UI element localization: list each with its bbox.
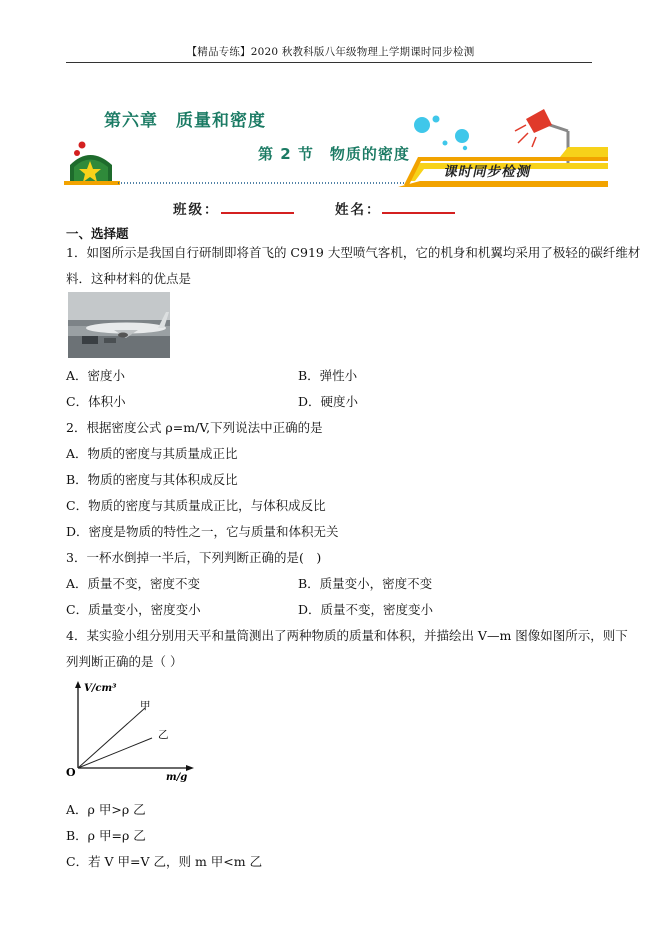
q1-stem-line1: 1．如图所示是我国自行研制即将首飞的 C919 大型喷气客机，它的机身和机翼均采用了极轻的碳纤维材: [66, 245, 641, 260]
name-label: 姓名：: [335, 202, 382, 218]
q2-option-d[interactable]: D．密度是物质的特性之一，它与质量和体积无关: [66, 524, 339, 539]
q4-option-a[interactable]: A．ρ 甲>ρ 乙: [66, 802, 146, 817]
v-m-graph: [60, 678, 200, 786]
q2-option-c[interactable]: C．物质的密度与其质量成正比，与体积成反比: [66, 498, 326, 513]
q1-option-a[interactable]: A．密度小: [66, 368, 126, 383]
x-axis-arrow-icon: [186, 765, 194, 771]
q4-option-c[interactable]: C．若 V 甲=V 乙，则 m 甲<m 乙: [66, 854, 263, 869]
page-header: 【精品专练】2020 秋教科版八年级物理上学期课时同步检测: [186, 46, 475, 58]
airplane-photo: [68, 292, 170, 358]
q3-option-b[interactable]: B．质量变小，密度不变: [298, 576, 433, 591]
line-yi-label: 乙: [158, 729, 169, 741]
class-label: 班级：: [173, 202, 220, 218]
q1-stem-line2: 料．这种材料的优点是: [66, 271, 192, 286]
desk-lamp-icon: [515, 109, 568, 163]
chapter-title: 第六章 质量和密度: [104, 111, 266, 131]
q2-option-b[interactable]: B．物质的密度与其体积成反比: [66, 472, 238, 487]
name-blank[interactable]: [382, 212, 455, 214]
section-heading: 一、选择题: [66, 226, 129, 241]
line-jia-label: 甲: [140, 700, 151, 712]
q3-stem: 3．一杯水倒掉一半后，下列判断正确的是( ): [66, 550, 322, 565]
banner-label: 课时同步检测: [442, 164, 533, 180]
header-rule: [66, 62, 592, 63]
q1-option-b[interactable]: B．弹性小: [298, 368, 358, 383]
star-badge-icon: [64, 142, 120, 186]
origin-label: O: [66, 766, 76, 779]
q4-stem-line1: 4．某实验小组分别用天平和量筒测出了两种物质的质量和体积，并描绘出 V—m 图像如图所示，则下: [66, 628, 628, 643]
q3-option-a[interactable]: A．质量不变，密度不变: [66, 576, 201, 591]
q2-stem: 2．根据密度公式 ρ=m/V,下列说法中正确的是: [66, 420, 323, 435]
line-jia: [78, 708, 145, 768]
bubbles-icon: [414, 116, 469, 151]
x-axis-label: m/g: [166, 772, 188, 783]
section-title: 第 2 节 物质的密度: [258, 145, 410, 163]
q3-option-d[interactable]: D．质量不变，密度变小: [298, 602, 434, 617]
q4-stem-line2: 列判断正确的是（ ）: [66, 654, 183, 669]
line-yi: [78, 738, 152, 768]
q2-option-a[interactable]: A．物质的密度与其质量成正比: [66, 446, 238, 461]
q3-option-c[interactable]: C．质量变小，密度变小: [66, 602, 201, 617]
y-axis-label: V/cm³: [84, 683, 117, 694]
q1-option-c[interactable]: C．体积小: [66, 394, 126, 409]
y-axis-arrow-icon: [75, 681, 81, 688]
q4-option-b[interactable]: B．ρ 甲=ρ 乙: [66, 828, 146, 843]
class-blank[interactable]: [221, 212, 294, 214]
q1-option-d[interactable]: D．硬度小: [298, 394, 359, 409]
